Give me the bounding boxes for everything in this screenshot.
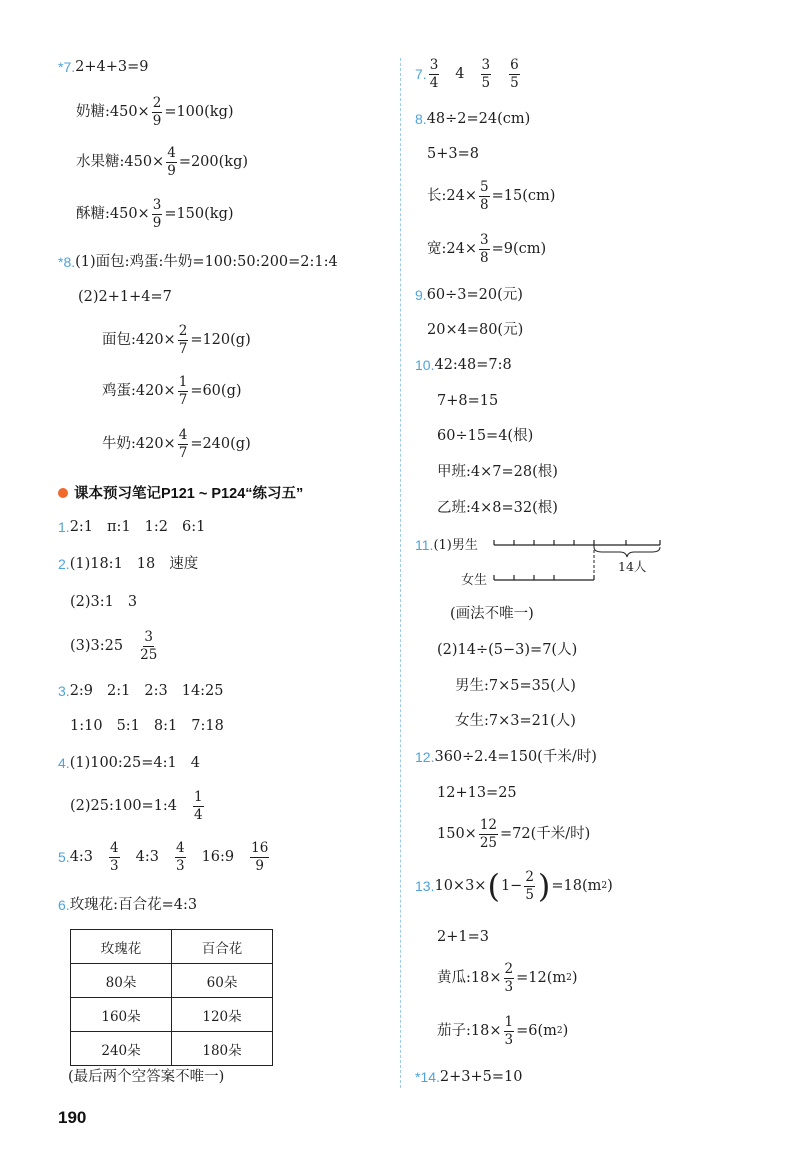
answer-7-left [58, 60, 148, 75]
fraction [504, 1015, 515, 1048]
answer-text: 2+4+3=9 [75, 59, 149, 75]
question-number: 12. [415, 749, 435, 766]
question-number: 2. [58, 556, 70, 573]
answer-8d [102, 375, 242, 408]
answer-9 [415, 288, 523, 303]
answer-text: 玫瑰花:百合花=4:3 [69, 897, 198, 913]
fraction [175, 841, 186, 874]
denominator: 9 [167, 162, 176, 179]
answer-13d [437, 1015, 568, 1048]
answer-part: 4:3 [135, 849, 159, 866]
answer-7c [76, 198, 234, 231]
boys-label: (1)男生 [433, 537, 478, 553]
closing-paren: ) [571, 970, 578, 987]
numerator: 3 [144, 629, 153, 645]
numerator: 1 [194, 789, 203, 805]
bullet-dot-icon [58, 488, 68, 498]
expr-result: =100(kg) [164, 104, 234, 121]
denominator: 5 [525, 886, 534, 903]
answer-text: 42:48=7:8 [434, 357, 512, 373]
expr-result: =240(g) [190, 436, 251, 453]
answer-text: 甲班:4×7=28(根) [437, 464, 558, 480]
fraction [429, 58, 440, 91]
answer-part: 速度 [169, 556, 199, 572]
fraction [479, 233, 490, 266]
table-row [71, 1032, 273, 1066]
expr-result: =15(cm) [491, 188, 556, 205]
answer-part: (1)18:1 [69, 556, 123, 572]
answer-part: 14:25 [181, 683, 224, 699]
answer-part: 6:1 [182, 519, 206, 535]
expr-prefix: 酥糖:450× [76, 206, 150, 223]
answer-text: 60÷3=20(元) [426, 287, 523, 303]
answer-part: 8:1 [153, 718, 178, 734]
fraction [250, 841, 269, 874]
fraction [178, 324, 189, 357]
right-paren: ) [537, 866, 551, 905]
answer-13b [437, 930, 489, 945]
question-number: *7. [58, 59, 76, 76]
expr-result: =18(m [551, 878, 602, 895]
expr-prefix: 10×3× [434, 878, 487, 895]
question-number: 5. [58, 849, 70, 866]
question-number: 3. [58, 683, 70, 700]
denominator: 7 [178, 340, 188, 357]
section-heading [58, 482, 303, 503]
answer-part: (1)100:25=4:1 [69, 755, 177, 771]
question-number: 4. [58, 755, 70, 772]
answer-part: 7:18 [191, 718, 224, 734]
question-number: 13. [415, 878, 435, 895]
answer-part: 2:9 [69, 683, 94, 699]
answer-11b [437, 643, 577, 658]
numerator: 6 [510, 57, 519, 73]
answer-8e [102, 428, 251, 461]
answer-10d [437, 465, 558, 480]
answer-12c [437, 818, 590, 851]
answer-part: 1:10 [70, 718, 103, 734]
answer-text: (2)14÷(5−3)=7(人) [437, 642, 578, 658]
answer-s6 [58, 898, 197, 913]
fraction [166, 146, 177, 179]
answer-7b [76, 146, 248, 179]
answer-7a [76, 96, 234, 129]
answer-s2 [58, 557, 198, 572]
answer-s3 [58, 684, 224, 699]
numerator: 2 [504, 961, 514, 977]
answer-8c [102, 324, 251, 357]
answer-part: 1:2 [144, 519, 169, 535]
answer-part: (3)3:25 [70, 638, 124, 655]
table-header-cell: 玫瑰花 [71, 930, 172, 964]
table-cell: 60朵 [172, 964, 273, 998]
numerator: 2 [152, 95, 162, 111]
answer-text: 360÷2.4=150(千米/时) [434, 749, 597, 765]
note-text: (画法不唯一) [450, 606, 534, 622]
expr-result: =72(千米/时) [500, 826, 591, 843]
closing-paren: ) [562, 1023, 569, 1040]
numerator: 2 [525, 869, 534, 885]
table-note [68, 1070, 224, 1085]
numerator: 4 [175, 840, 185, 856]
fraction [504, 962, 515, 995]
denominator: 9 [152, 214, 162, 231]
expr-prefix: 水果糖:450× [76, 154, 165, 171]
denominator: 3 [504, 978, 514, 995]
fraction [152, 198, 163, 231]
denominator: 3 [110, 857, 119, 874]
numerator: 3 [429, 57, 439, 73]
expr-result: =120(g) [190, 332, 251, 349]
question-number: 8. [415, 111, 427, 128]
answer-8b-right [427, 147, 479, 162]
answer-13c [437, 962, 578, 995]
fraction [479, 180, 490, 213]
numerator: 3 [480, 232, 489, 248]
answer-text: 20×4=80(元) [427, 322, 524, 338]
answer-text: 5+3=8 [427, 146, 479, 162]
answer-s1 [58, 520, 205, 535]
section-heading-text: 课本预习笔记P121 ~ P124“练习五” [74, 486, 304, 502]
answer-part: (2)25:100=1:4 [70, 798, 178, 815]
expr-prefix: 宽:24× [427, 241, 477, 258]
answer-text: (2)2+1+4=7 [78, 289, 172, 305]
answer-7-right [415, 58, 522, 91]
answer-text: 60÷15=4(根) [437, 428, 534, 444]
denominator: 7 [178, 391, 188, 408]
expr-prefix: 茄子:18× [437, 1023, 502, 1040]
answer-8-left [58, 255, 338, 270]
fraction [481, 58, 492, 91]
answer-10c [437, 429, 533, 444]
numerator: 4 [167, 145, 176, 161]
answer-11 [415, 538, 478, 552]
answer-8-right [415, 112, 530, 127]
answer-part: 4 [190, 755, 200, 771]
closing-paren: ) [607, 878, 613, 895]
note-text: (最后两个空答案不唯一) [68, 1069, 225, 1085]
fraction [139, 630, 158, 663]
numerator: 12 [479, 817, 498, 833]
difference-label: 14人 [618, 559, 647, 574]
expr-prefix: 面包:420× [102, 332, 176, 349]
denominator: 8 [480, 196, 489, 213]
answer-text: 乙班:4×8=32(根) [437, 500, 558, 516]
column-divider [400, 58, 401, 1088]
expr-prefix: 黄瓜:18× [437, 970, 502, 987]
table-cell: 160朵 [71, 998, 172, 1032]
numerator: 3 [481, 57, 491, 73]
answer-part: 4:3 [69, 849, 94, 866]
answer-text: 2+1=3 [437, 929, 489, 945]
fraction [178, 428, 189, 461]
numerator: 16 [251, 840, 269, 856]
expr-result: =150(kg) [164, 206, 234, 223]
page-number: 190 [58, 1108, 87, 1127]
exponent: 2 [566, 972, 572, 983]
denominator: 4 [429, 74, 439, 91]
table-header-cell: 百合花 [172, 930, 273, 964]
expr-prefix: 牛奶:420× [102, 436, 176, 453]
left-paren: ( [487, 866, 500, 905]
table-cell: 80朵 [71, 964, 172, 998]
answer-11d [455, 714, 576, 729]
answer-part: 2:1 [107, 683, 131, 699]
expr-prefix: 长:24× [427, 188, 477, 205]
denominator: 5 [510, 74, 519, 91]
answer-part: 5:1 [116, 718, 140, 734]
denominator: 5 [481, 74, 491, 91]
answer-part: 3 [127, 594, 138, 610]
table-cell: 120朵 [172, 998, 273, 1032]
answer-14 [415, 1070, 523, 1085]
question-number: *8. [58, 254, 76, 271]
ratio-table [70, 929, 273, 1066]
table-row [71, 964, 273, 998]
answer-text: 男生:7×5=35(人) [455, 678, 576, 694]
answer-9b [427, 323, 523, 338]
answer-10e [437, 501, 558, 516]
expr-prefix: 150× [437, 826, 477, 843]
answer-s2c [70, 630, 160, 663]
answer-text: 12+13=25 [437, 785, 517, 801]
answer-s4b [70, 790, 206, 823]
table-row [71, 998, 273, 1032]
answer-part: 2:3 [144, 683, 168, 699]
answer-part: 4 [455, 66, 465, 83]
answer-s4 [58, 756, 200, 771]
answer-text: 48÷2=24(cm) [426, 111, 531, 127]
fraction [524, 870, 535, 903]
denominator: 3 [504, 1031, 514, 1048]
fraction [479, 818, 498, 851]
expr-prefix: 鸡蛋:420× [102, 383, 176, 400]
numerator: 1 [504, 1014, 514, 1030]
denominator: 9 [255, 857, 265, 874]
fraction [178, 375, 189, 408]
answer-8c-right [427, 180, 555, 213]
expr-result: =60(g) [190, 383, 242, 400]
denominator: 25 [140, 646, 158, 663]
expr-result: =6(m [516, 1023, 557, 1040]
answer-text: 女生:7×3=21(人) [455, 713, 576, 729]
exponent: 2 [601, 880, 608, 891]
denominator: 4 [194, 806, 203, 823]
table-cell: 240朵 [71, 1032, 172, 1066]
expr-prefix: 奶糖:450× [76, 104, 150, 121]
numerator: 4 [178, 427, 188, 443]
table-cell: 180朵 [172, 1032, 273, 1066]
numerator: 2 [178, 323, 188, 339]
question-number: *14. [415, 1069, 440, 1086]
expr-result: =9(cm) [491, 241, 547, 258]
answer-13 [415, 866, 613, 905]
answer-s5 [58, 841, 271, 874]
fraction [193, 790, 204, 823]
expr-inner: 1− [500, 878, 523, 895]
expr-result: =200(kg) [178, 154, 249, 171]
table-header-row [71, 930, 273, 964]
numerator: 4 [110, 840, 119, 856]
answer-s3b [70, 719, 224, 734]
answer-10 [415, 358, 512, 373]
numerator: 1 [178, 374, 188, 390]
fraction [109, 841, 120, 874]
answer-part: 18 [136, 556, 156, 572]
answer-part: 16:9 [201, 849, 235, 866]
fraction [152, 96, 163, 129]
answer-text: (1)面包:鸡蛋:牛奶=100:50:200=2:1:4 [75, 254, 338, 270]
question-number: 1. [58, 519, 70, 536]
denominator: 3 [175, 857, 185, 874]
numerator: 3 [152, 197, 162, 213]
denominator: 9 [152, 112, 162, 129]
question-number: 11. [415, 537, 434, 553]
answer-8b [78, 290, 172, 305]
exponent: 2 [556, 1025, 563, 1036]
drawing-note [450, 607, 534, 622]
question-number: 6. [58, 897, 70, 914]
answer-12 [415, 750, 597, 765]
question-number: 10. [415, 357, 435, 374]
answer-part: (2)3:1 [70, 594, 114, 610]
denominator: 8 [480, 249, 489, 266]
answer-part: π:1 [107, 519, 131, 535]
denominator: 7 [178, 444, 188, 461]
answer-8d-right [427, 233, 546, 266]
answer-part: 2:1 [69, 519, 94, 535]
expr-result: =12(m [516, 970, 567, 987]
difference-brace [594, 547, 660, 557]
question-number: 7. [415, 66, 427, 83]
answer-text: 7+8=15 [437, 393, 499, 409]
question-number: 9. [415, 287, 427, 304]
answer-12b [437, 786, 517, 801]
girls-label: 女生 [461, 573, 488, 588]
answer-s2b [70, 595, 137, 610]
denominator: 25 [479, 834, 498, 851]
numerator: 5 [480, 179, 489, 195]
answer-text: 2+3+5=10 [439, 1069, 523, 1085]
answer-10b [437, 394, 498, 409]
fraction [509, 58, 520, 91]
answer-11c [455, 679, 576, 694]
